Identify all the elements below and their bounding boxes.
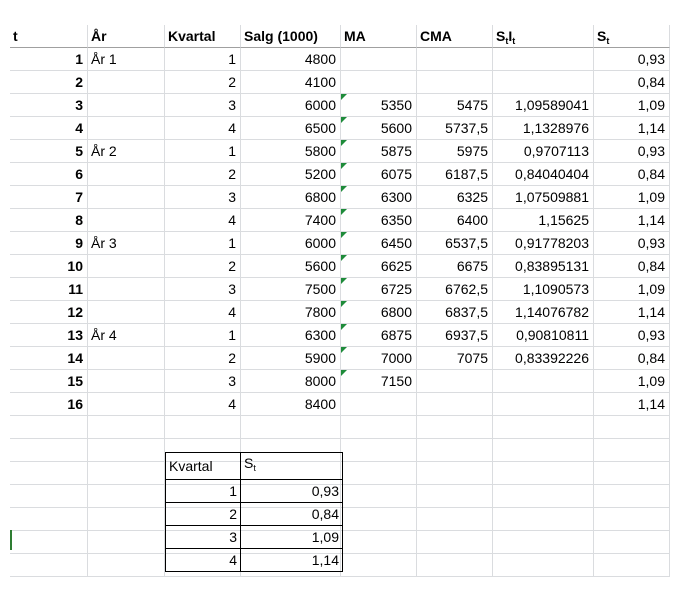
empty-cell[interactable]	[594, 439, 670, 462]
cell-quarter[interactable]: 4	[165, 301, 241, 324]
cell-stit[interactable]	[493, 48, 594, 71]
cell-year[interactable]: År 1	[88, 48, 165, 71]
empty-cell[interactable]	[10, 416, 88, 439]
empty-cell[interactable]	[88, 531, 165, 554]
cell-year[interactable]	[88, 209, 165, 232]
empty-cell[interactable]	[493, 531, 594, 554]
cell-ma[interactable]	[341, 140, 417, 163]
header-ma[interactable]: MA	[341, 25, 417, 48]
cell-stit[interactable]: 0,9707113	[493, 140, 594, 163]
empty-cell[interactable]	[417, 508, 493, 531]
summary-quarter[interactable]: 2	[166, 503, 241, 526]
formula-warning-indicator	[341, 255, 347, 261]
cell-year[interactable]	[88, 94, 165, 117]
cell-quarter[interactable]: 1	[165, 232, 241, 255]
cell-cma[interactable]: 6325	[417, 186, 493, 209]
empty-cell[interactable]	[594, 416, 670, 439]
empty-cell[interactable]	[493, 485, 594, 508]
summary-row	[166, 549, 343, 572]
cell-year[interactable]	[88, 393, 165, 416]
cell-t[interactable]: 9	[10, 232, 88, 255]
empty-cell[interactable]	[493, 439, 594, 462]
header-year[interactable]: År	[88, 25, 165, 48]
empty-cell[interactable]	[341, 416, 417, 439]
cell-t[interactable]: 3	[10, 94, 88, 117]
cell-quarter[interactable]: 4	[165, 393, 241, 416]
cell-st[interactable]: 0,93	[594, 140, 670, 163]
cell-year[interactable]	[88, 278, 165, 301]
cell-stit[interactable]: 0,90810811	[493, 324, 594, 347]
formula-warning-indicator	[341, 324, 347, 330]
cell-cma[interactable]: 5737,5	[417, 117, 493, 140]
empty-cell[interactable]	[594, 531, 670, 554]
cell-ma[interactable]	[341, 117, 417, 140]
cell-stit[interactable]: 1,15625	[493, 209, 594, 232]
cell-cma[interactable]: 6762,5	[417, 278, 493, 301]
empty-cell[interactable]	[417, 462, 493, 485]
table-row	[10, 301, 670, 324]
summary-header-row	[166, 453, 343, 480]
header-row	[10, 25, 670, 48]
cell-st[interactable]: 1,09	[594, 94, 670, 117]
empty-cell[interactable]	[417, 554, 493, 577]
table-row	[10, 324, 670, 347]
table-row	[10, 255, 670, 278]
table-row	[10, 117, 670, 140]
cell-value: 5350	[380, 97, 412, 113]
cell-t[interactable]: 5	[10, 140, 88, 163]
table-row	[10, 94, 670, 117]
empty-cell[interactable]	[88, 485, 165, 508]
empty-cell[interactable]	[594, 462, 670, 485]
cell-ma[interactable]	[341, 163, 417, 186]
cell-st[interactable]: 0,84	[594, 347, 670, 370]
cell-ma[interactable]	[341, 232, 417, 255]
header-st-sub: t	[606, 36, 610, 46]
cell-value: 6625	[380, 258, 412, 274]
cell-year[interactable]	[88, 71, 165, 94]
header-cma[interactable]: CMA	[417, 25, 493, 48]
table-row	[10, 347, 670, 370]
cell-value: 6075	[380, 166, 412, 182]
cell-stit[interactable]: 1,14076782	[493, 301, 594, 324]
cell-t[interactable]: 10	[10, 255, 88, 278]
summary-header-st-main: S	[244, 455, 254, 471]
cell-ma[interactable]	[341, 301, 417, 324]
summary-st[interactable]: 1,14	[241, 549, 343, 572]
cell-st[interactable]: 1,14	[594, 393, 670, 416]
empty-cell[interactable]	[341, 462, 417, 485]
empty-cell[interactable]	[493, 554, 594, 577]
table-row	[10, 370, 670, 393]
table-row	[10, 140, 670, 163]
empty-cell[interactable]	[10, 531, 88, 554]
cell-value: 5600	[380, 120, 412, 136]
cell-sales[interactable]: 5800	[241, 140, 341, 163]
cell-cma[interactable]	[417, 370, 493, 393]
header-t[interactable]: t	[10, 25, 88, 48]
empty-cell[interactable]	[88, 439, 165, 462]
cell-value: 6725	[380, 281, 412, 297]
summary-header-quarter[interactable]: Kvartal	[166, 453, 241, 480]
cell-sales[interactable]: 7400	[241, 209, 341, 232]
empty-cell[interactable]	[417, 416, 493, 439]
cell-t[interactable]: 4	[10, 117, 88, 140]
cell-cma[interactable]: 6837,5	[417, 301, 493, 324]
cell-cma[interactable]: 6675	[417, 255, 493, 278]
cell-ma[interactable]	[341, 186, 417, 209]
summary-quarter[interactable]: 1	[166, 480, 241, 503]
cell-sales[interactable]: 6800	[241, 186, 341, 209]
empty-cell[interactable]	[165, 416, 241, 439]
table-row	[10, 186, 670, 209]
cell-quarter[interactable]: 2	[165, 347, 241, 370]
cell-year[interactable]	[88, 301, 165, 324]
summary-st[interactable]: 1,09	[241, 526, 343, 549]
cell-sales[interactable]: 6000	[241, 94, 341, 117]
empty-cell[interactable]	[88, 554, 165, 577]
formula-warning-indicator	[341, 140, 347, 146]
cell-t[interactable]: 15	[10, 370, 88, 393]
cell-quarter[interactable]: 1	[165, 48, 241, 71]
header-stit[interactable]	[493, 25, 594, 48]
header-st[interactable]	[594, 25, 670, 48]
cell-t[interactable]: 11	[10, 278, 88, 301]
cell-year[interactable]	[88, 117, 165, 140]
cell-cma[interactable]: 5975	[417, 140, 493, 163]
cell-sales[interactable]: 6000	[241, 232, 341, 255]
cell-year[interactable]: År 2	[88, 140, 165, 163]
cell-st[interactable]: 1,09	[594, 278, 670, 301]
summary-header-st-sub: t	[253, 463, 256, 473]
cell-cma[interactable]: 6187,5	[417, 163, 493, 186]
formula-warning-indicator	[341, 232, 347, 238]
cell-stit[interactable]: 1,1090573	[493, 278, 594, 301]
table-row	[10, 209, 670, 232]
selection-edge-marker	[10, 530, 12, 550]
header-sales[interactable]: Salg (1000)	[241, 25, 341, 48]
cell-sales[interactable]: 7800	[241, 301, 341, 324]
seasonal-index-table	[165, 452, 343, 572]
cell-ma[interactable]	[341, 209, 417, 232]
cell-cma[interactable]: 7075	[417, 347, 493, 370]
cell-sales[interactable]: 6300	[241, 324, 341, 347]
formula-warning-indicator	[341, 94, 347, 100]
cell-stit[interactable]: 1,07509881	[493, 186, 594, 209]
empty-cell[interactable]	[417, 485, 493, 508]
empty-cell[interactable]	[493, 508, 594, 531]
table-row	[10, 163, 670, 186]
cell-sales[interactable]: 5600	[241, 255, 341, 278]
empty-cell[interactable]	[594, 485, 670, 508]
cell-st[interactable]: 0,84	[594, 255, 670, 278]
cell-stit[interactable]: 0,83895131	[493, 255, 594, 278]
cell-quarter[interactable]: 3	[165, 278, 241, 301]
table-row	[10, 393, 670, 416]
empty-cell[interactable]	[341, 554, 417, 577]
cell-ma[interactable]	[341, 370, 417, 393]
cell-ma[interactable]	[341, 324, 417, 347]
cell-sales[interactable]: 4800	[241, 48, 341, 71]
cell-value: 6350	[380, 212, 412, 228]
formula-warning-indicator	[341, 347, 347, 353]
cell-stit[interactable]: 1,1328976	[493, 117, 594, 140]
cell-value: 6800	[380, 304, 412, 320]
cell-value: 6300	[380, 189, 412, 205]
cell-stit[interactable]	[493, 370, 594, 393]
header-stit-mid: I	[508, 28, 513, 44]
cell-t[interactable]: 7	[10, 186, 88, 209]
empty-cell[interactable]	[10, 439, 88, 462]
summary-row	[166, 526, 343, 549]
cell-quarter[interactable]: 3	[165, 370, 241, 393]
cell-quarter[interactable]: 1	[165, 140, 241, 163]
cell-sales[interactable]: 6500	[241, 117, 341, 140]
cell-ma[interactable]	[341, 71, 417, 94]
cell-ma[interactable]	[341, 347, 417, 370]
table-row	[10, 71, 670, 94]
empty-cell[interactable]	[341, 531, 417, 554]
summary-quarter[interactable]: 3	[166, 526, 241, 549]
empty-cell[interactable]	[341, 485, 417, 508]
cell-t[interactable]: 12	[10, 301, 88, 324]
cell-year[interactable]	[88, 347, 165, 370]
cell-sales[interactable]: 7500	[241, 278, 341, 301]
formula-warning-indicator	[341, 186, 347, 192]
cell-st[interactable]: 0,84	[594, 163, 670, 186]
cell-cma[interactable]	[417, 48, 493, 71]
formula-warning-indicator	[341, 209, 347, 215]
cell-cma[interactable]: 6937,5	[417, 324, 493, 347]
header-st-main: S	[597, 28, 607, 44]
cell-quarter[interactable]: 4	[165, 209, 241, 232]
cell-st[interactable]: 1,14	[594, 209, 670, 232]
cell-ma[interactable]	[341, 255, 417, 278]
cell-stit[interactable]: 0,84040404	[493, 163, 594, 186]
cell-t[interactable]: 2	[10, 71, 88, 94]
summary-st[interactable]: 0,93	[241, 480, 343, 503]
cell-quarter[interactable]: 3	[165, 186, 241, 209]
empty-cell[interactable]	[10, 462, 88, 485]
cell-ma[interactable]	[341, 278, 417, 301]
formula-warning-indicator	[341, 301, 347, 307]
empty-cell[interactable]	[88, 462, 165, 485]
empty-cell[interactable]	[341, 508, 417, 531]
empty-cell[interactable]	[417, 531, 493, 554]
cell-st[interactable]: 0,93	[594, 48, 670, 71]
cell-t[interactable]: 14	[10, 347, 88, 370]
cell-cma[interactable]	[417, 71, 493, 94]
empty-row	[10, 416, 670, 439]
cell-stit[interactable]: 1,09589041	[493, 94, 594, 117]
cell-t[interactable]: 8	[10, 209, 88, 232]
cell-quarter[interactable]: 4	[165, 117, 241, 140]
cell-cma[interactable]	[417, 393, 493, 416]
cell-value: 6450	[380, 235, 412, 251]
cell-ma[interactable]	[341, 393, 417, 416]
cell-value: 6875	[380, 327, 412, 343]
empty-cell[interactable]	[88, 508, 165, 531]
cell-year[interactable]	[88, 370, 165, 393]
header-stit-sub1: t	[505, 36, 509, 46]
empty-cell[interactable]	[594, 508, 670, 531]
summary-header-st[interactable]	[241, 453, 343, 480]
cell-stit[interactable]: 0,91778203	[493, 232, 594, 255]
cell-st[interactable]: 0,93	[594, 324, 670, 347]
formula-warning-indicator	[341, 370, 347, 376]
cell-sales[interactable]: 5900	[241, 347, 341, 370]
cell-sales[interactable]: 5200	[241, 163, 341, 186]
empty-cell[interactable]	[341, 439, 417, 462]
cell-year[interactable]: År 3	[88, 232, 165, 255]
cell-value: 7150	[380, 373, 412, 389]
cell-year[interactable]	[88, 186, 165, 209]
table-row	[10, 232, 670, 255]
cell-sales[interactable]: 8000	[241, 370, 341, 393]
header-stit-main: S	[496, 28, 506, 44]
cell-quarter[interactable]: 2	[165, 71, 241, 94]
cell-cma[interactable]: 5475	[417, 94, 493, 117]
cell-year[interactable]	[88, 163, 165, 186]
cell-ma[interactable]	[341, 94, 417, 117]
empty-cell[interactable]	[493, 462, 594, 485]
cell-t[interactable]: 16	[10, 393, 88, 416]
cell-stit[interactable]: 0,83392226	[493, 347, 594, 370]
cell-t[interactable]: 6	[10, 163, 88, 186]
header-stit-sub2: t	[512, 36, 516, 46]
cell-sales[interactable]: 8400	[241, 393, 341, 416]
formula-warning-indicator	[341, 278, 347, 284]
empty-cell[interactable]	[10, 485, 88, 508]
cell-st[interactable]: 1,09	[594, 186, 670, 209]
empty-cell[interactable]	[10, 508, 88, 531]
summary-row	[166, 503, 343, 526]
cell-value: 5875	[380, 143, 412, 159]
table-row	[10, 278, 670, 301]
cell-st[interactable]: 1,09	[594, 370, 670, 393]
empty-cell[interactable]	[10, 554, 88, 577]
summary-quarter[interactable]: 4	[166, 549, 241, 572]
table-row	[10, 48, 670, 71]
cell-t[interactable]: 1	[10, 48, 88, 71]
cell-year[interactable]: År 4	[88, 324, 165, 347]
empty-cell[interactable]	[241, 416, 341, 439]
empty-cell[interactable]	[493, 416, 594, 439]
formula-warning-indicator	[341, 163, 347, 169]
empty-cell[interactable]	[594, 554, 670, 577]
cell-year[interactable]	[88, 255, 165, 278]
cell-cma[interactable]: 6400	[417, 209, 493, 232]
cell-stit[interactable]	[493, 71, 594, 94]
cell-ma[interactable]	[341, 48, 417, 71]
cell-st[interactable]: 0,93	[594, 232, 670, 255]
cell-st[interactable]: 1,14	[594, 301, 670, 324]
cell-value: 7000	[380, 350, 412, 366]
cell-stit[interactable]	[493, 393, 594, 416]
header-quarter[interactable]: Kvartal	[165, 25, 241, 48]
summary-st[interactable]: 0,84	[241, 503, 343, 526]
formula-warning-indicator	[341, 117, 347, 123]
cell-quarter[interactable]: 1	[165, 324, 241, 347]
empty-cell[interactable]	[88, 416, 165, 439]
cell-sales[interactable]: 4100	[241, 71, 341, 94]
cell-st[interactable]: 0,84	[594, 71, 670, 94]
cell-quarter[interactable]: 3	[165, 94, 241, 117]
cell-st[interactable]: 1,14	[594, 117, 670, 140]
cell-quarter[interactable]: 2	[165, 163, 241, 186]
empty-cell[interactable]	[417, 439, 493, 462]
summary-row	[166, 480, 343, 503]
cell-cma[interactable]: 6537,5	[417, 232, 493, 255]
cell-quarter[interactable]: 2	[165, 255, 241, 278]
cell-t[interactable]: 13	[10, 324, 88, 347]
